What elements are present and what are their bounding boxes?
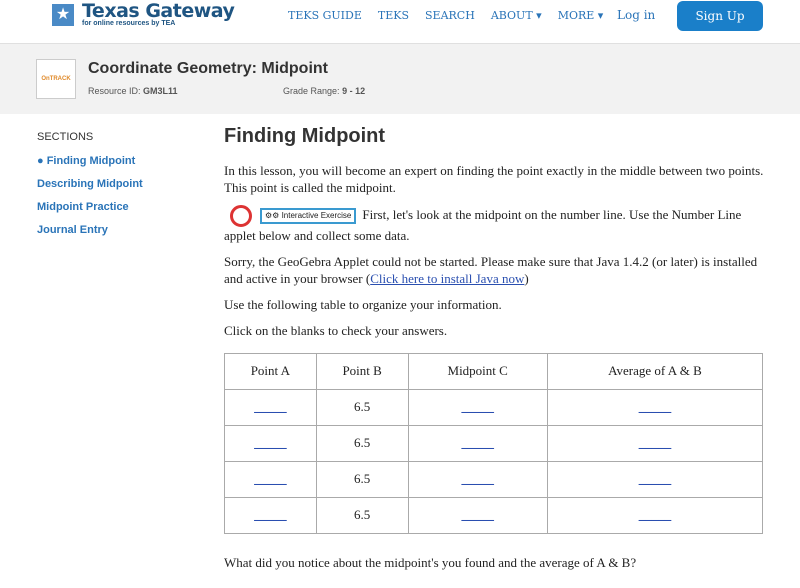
intro-text: In this lesson, you will become an expert on finding the point exactly in the middle between two points. This point is called the midpoint.: [224, 163, 764, 195]
texas-gateway-logo[interactable]: [40, 2, 234, 27]
header-point-a: Point A: [225, 354, 317, 390]
question-text: What did you notice about the midpoint's you found and the average of A & B?: [224, 555, 637, 570]
header-point-b: Point B: [316, 354, 408, 390]
table-row: [225, 498, 763, 534]
login-link[interactable]: Log in: [617, 8, 656, 22]
interactive-exercise-badge: ⚙⚙ Interactive Exercise: [260, 208, 356, 224]
sections-sidebar: [37, 131, 143, 247]
table-cell: 6.5: [316, 390, 408, 426]
header-average: Average of A & B: [547, 354, 762, 390]
blank-cell[interactable]: _____: [225, 390, 317, 426]
install-java-link[interactable]: Click here to install Java now: [370, 271, 525, 286]
sidebar-item-finding-midpoint[interactable]: ● Finding Midpoint: [37, 155, 136, 167]
grade-range: Grade Range: 9 - 12: [283, 86, 366, 96]
nav-teks-guide[interactable]: TEKS GUIDE: [288, 9, 362, 22]
resource-id: Resource ID: GM3L11: [88, 86, 178, 96]
blank-cell[interactable]: _____: [408, 462, 547, 498]
blank-cell[interactable]: _____: [225, 426, 317, 462]
nav-about[interactable]: ABOUT ▾: [490, 9, 542, 22]
header-midpoint-c: Midpoint C: [408, 354, 547, 390]
resource-header: [0, 43, 800, 114]
nav-teks[interactable]: TEKS: [377, 9, 409, 22]
blank-cell[interactable]: _____: [547, 390, 762, 426]
resource-title: Coordinate Geometry: Midpoint: [88, 60, 328, 77]
blank-cell[interactable]: _____: [408, 426, 547, 462]
signup-button[interactable]: Sign Up: [677, 1, 763, 31]
sidebar-item-journal-entry[interactable]: Journal Entry: [37, 224, 108, 236]
table-row: [225, 462, 763, 498]
page-title: Finding Midpoint: [224, 125, 386, 147]
exercise-paragraph: ⚙⚙ Interactive Exercise First, let's look at the midpoint on the number line. Use the Number Line applet below and collect some data.: [224, 206, 742, 243]
blank-cell[interactable]: _____: [547, 462, 762, 498]
blank-cell[interactable]: _____: [408, 390, 547, 426]
table-instruction: Use the following table to organize your information.: [224, 297, 502, 312]
midpoint-table: [224, 353, 763, 534]
blank-cell[interactable]: _____: [547, 498, 762, 534]
table-cell: 6.5: [316, 462, 408, 498]
logo-title: Texas Gateway: [82, 0, 235, 22]
table-row: [225, 390, 763, 426]
table-cell: 6.5: [316, 498, 408, 534]
nav-more[interactable]: MORE ▾: [557, 9, 604, 22]
no-mobile-icon: [230, 205, 252, 227]
logo-subtitle: for online resources by TEA: [82, 20, 176, 27]
sections-heading: SECTIONS: [37, 131, 94, 143]
blank-cell[interactable]: _____: [547, 426, 762, 462]
blank-cell[interactable]: _____: [225, 498, 317, 534]
resource-thumbnail: OnTRACK: [36, 59, 76, 99]
nav-search[interactable]: SEARCH: [425, 9, 475, 22]
lesson-content: [224, 125, 764, 580]
table-cell: 6.5: [316, 426, 408, 462]
top-nav: [0, 0, 800, 34]
blank-cell[interactable]: _____: [225, 462, 317, 498]
java-notice: Sorry, the GeoGebra Applet could not be started. Please make sure that Java 1.4.2 (or later) is installed and active in your browser (Click here to install Java now): [224, 254, 758, 286]
sidebar-item-midpoint-practice[interactable]: Midpoint Practice: [37, 201, 129, 213]
sidebar-item-describing-midpoint[interactable]: Describing Midpoint: [37, 178, 143, 190]
table-row: [225, 426, 763, 462]
click-instruction: Click on the blanks to check your answers.: [224, 323, 448, 338]
star-icon: ★: [52, 4, 74, 26]
blank-cell[interactable]: _____: [408, 498, 547, 534]
